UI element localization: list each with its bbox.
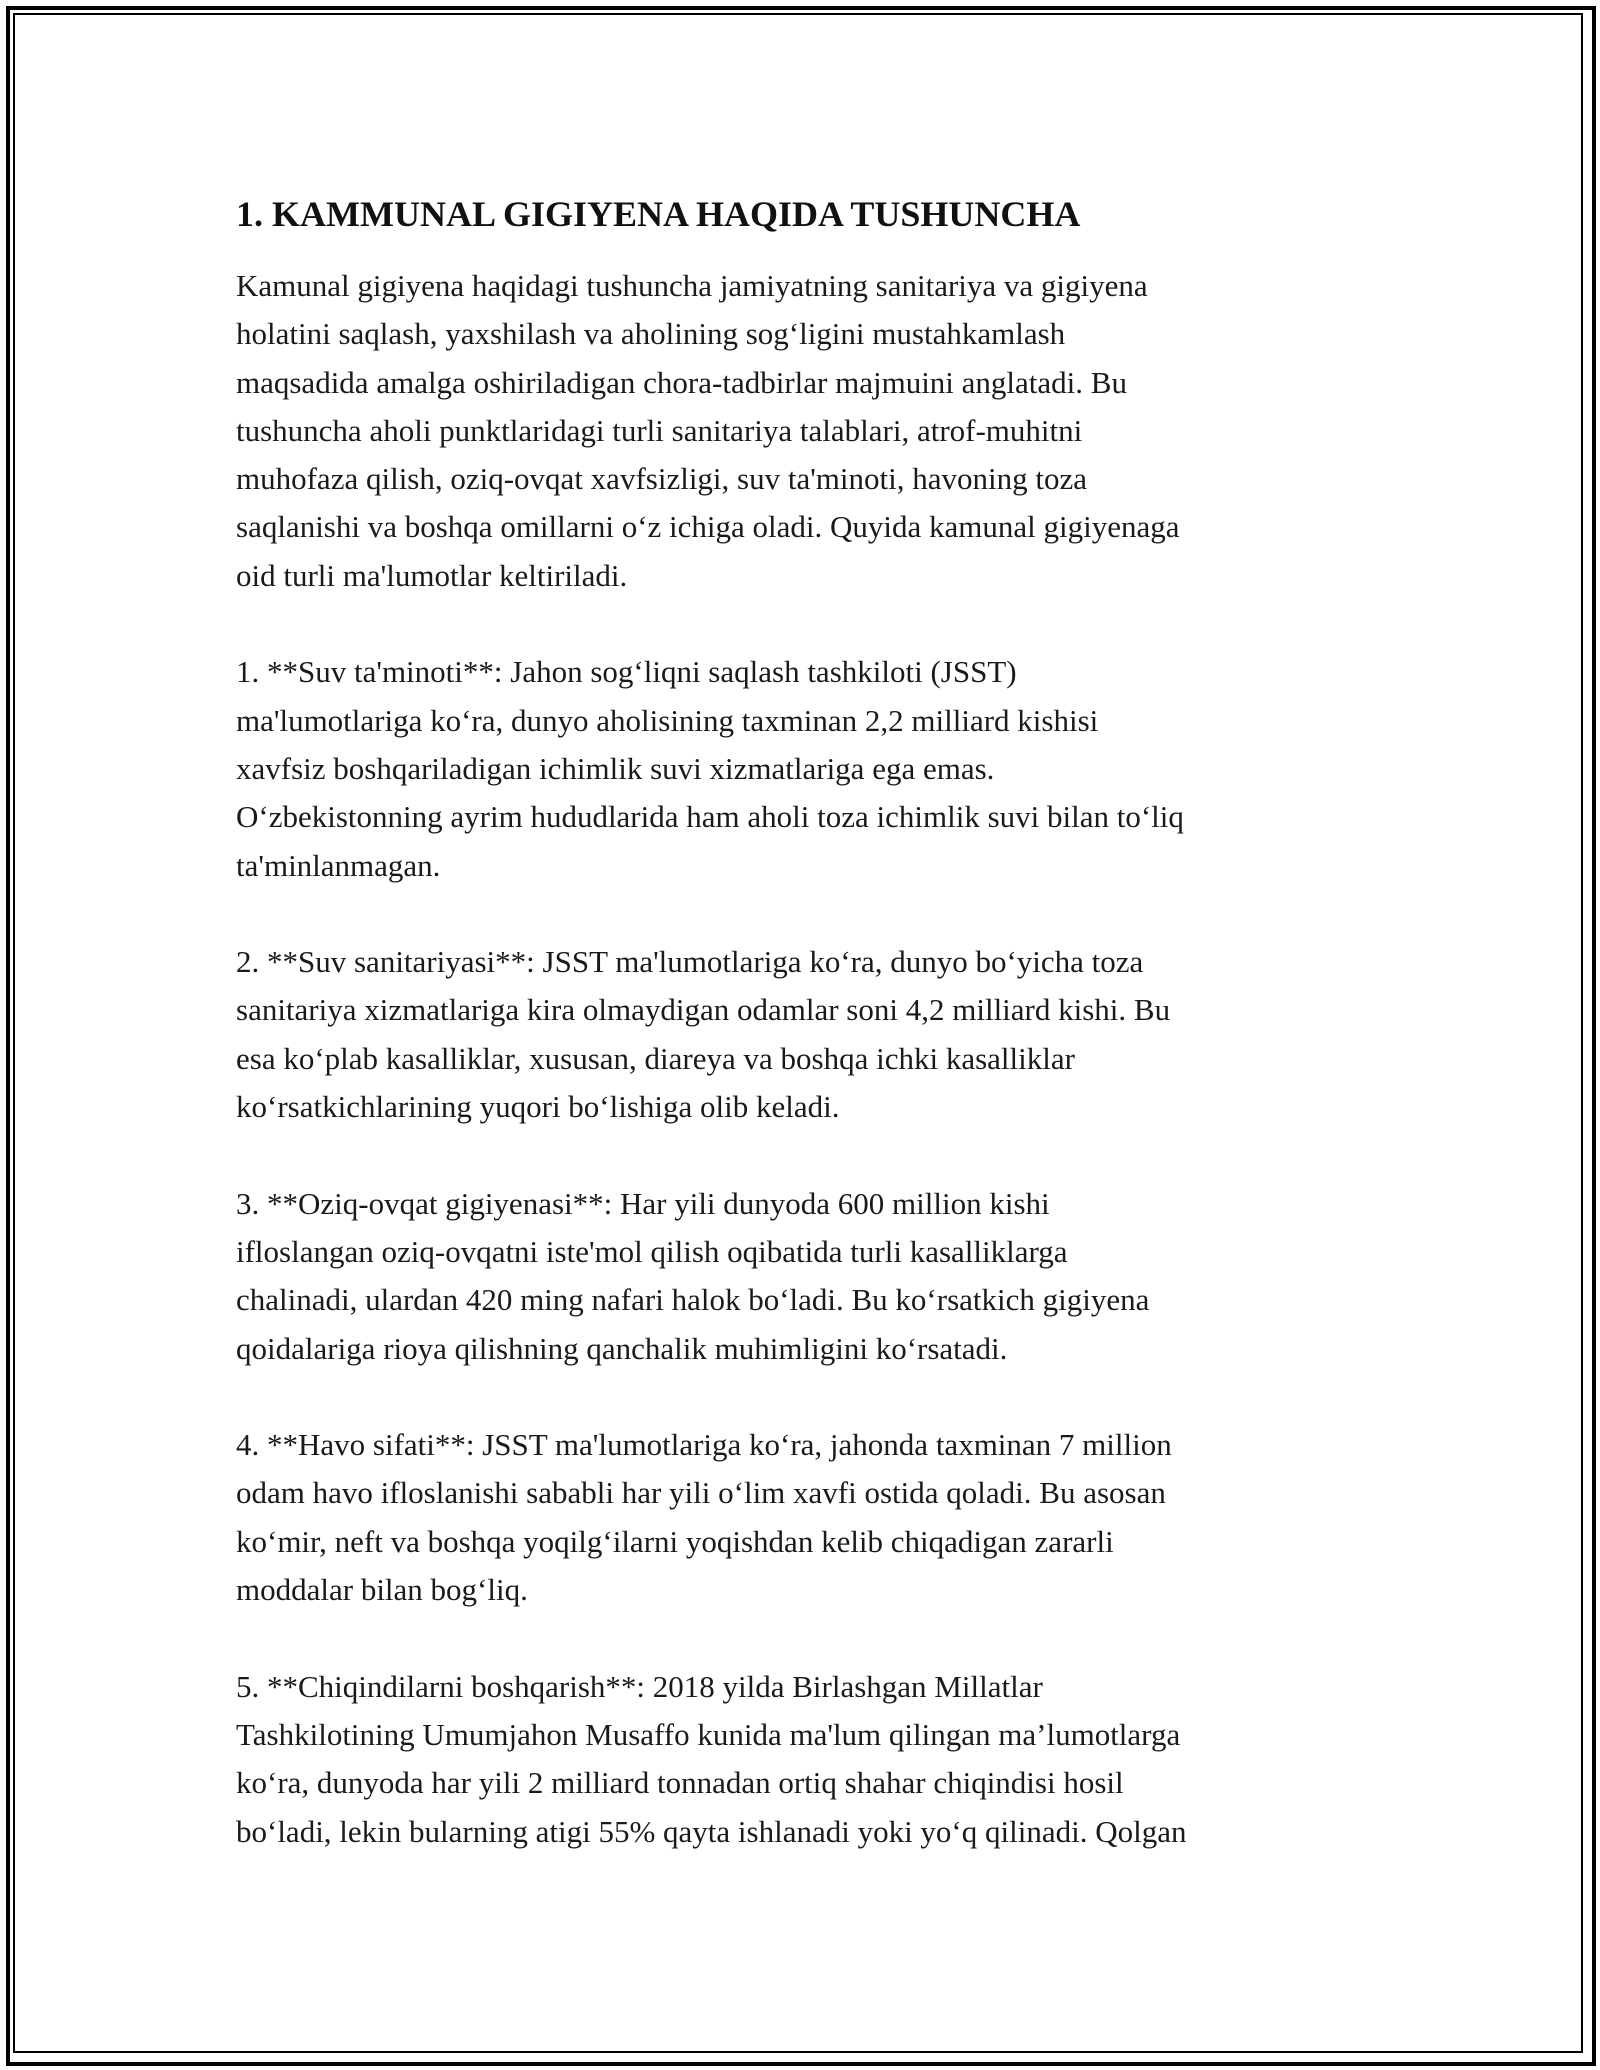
document-body	[236, 186, 1386, 1856]
text-line: ifloslangan oziq-ovqatni iste'mol qilish oqibatida turli kasalliklarga	[236, 1233, 1068, 1269]
intro-paragraph	[236, 262, 1386, 600]
text-line: 1. **Suv ta'minoti**: Jahon sog‘liqni saqlash tashkiloti (JSST)	[236, 654, 1017, 690]
text-line: qoidalariga rioya qilishning qanchalik muhimligini ko‘rsatadi.	[236, 1330, 1008, 1366]
item-water-sanitation	[236, 938, 1386, 1131]
text-line: ko‘mir, neft va boshqa yoqilg‘ilarni yoqishdan kelib chiqadigan zararli	[236, 1523, 1114, 1559]
text-line: oid turli ma'lumotlar keltiriladi.	[236, 557, 628, 593]
text-line: sanitariya xizmatlariga kira olmaydigan odamlar soni 4,2 milliard kishi. Bu	[236, 992, 1171, 1028]
text-line: ko‘rsatkichlarining yuqori bo‘lishiga olib keladi.	[236, 1089, 840, 1125]
text-line: Tashkilotining Umumjahon Musaffo kunida ma'lum qilingan ma’lumotlarga	[236, 1716, 1181, 1752]
text-line: 5. **Chiqindilarni boshqarish**: 2018 yilda Birlashgan Millatlar	[236, 1668, 1043, 1704]
text-line: ta'minlanmagan.	[236, 847, 441, 883]
item-water-supply	[236, 648, 1386, 889]
text-line: moddalar bilan bog‘liq.	[236, 1572, 528, 1608]
text-line: muhofaza qilish, oziq-ovqat xavfsizligi, suv ta'minoti, havoning toza	[236, 461, 1088, 497]
text-line: tushuncha aholi punktlaridagi turli sanitariya talablari, atrof-muhitni	[236, 412, 1083, 448]
text-line: O‘zbekistonning ayrim hududlarida ham aholi toza ichimlik suvi bilan to‘liq	[236, 799, 1184, 835]
text-line: chalinadi, ulardan 420 ming nafari halok bo‘ladi. Bu ko‘rsatkich gigiyena	[236, 1282, 1150, 1318]
text-line: bo‘ladi, lekin bularning atigi 55% qayta ishlanadi yoki yo‘q qilinadi. Qolgan	[236, 1813, 1187, 1849]
item-waste-management	[236, 1663, 1386, 1856]
text-line: maqsadida amalga oshiriladigan chora-tadbirlar majmuini anglatadi. Bu	[236, 364, 1127, 400]
text-line: xavfsiz boshqariladigan ichimlik suvi xizmatlariga ega emas.	[236, 750, 995, 786]
text-line: 2. **Suv sanitariyasi**: JSST ma'lumotlariga ko‘ra, dunyo bo‘yicha toza	[236, 944, 1144, 980]
text-line: 3. **Oziq-ovqat gigiyenasi**: Har yili dunyoda 600 million kishi	[236, 1185, 1050, 1221]
text-line: ma'lumotlariga ko‘ra, dunyo aholisining taxminan 2,2 milliard kishisi	[236, 702, 1099, 738]
page-title: 1. KAMMUNAL GIGIYENA HAQIDA TUSHUNCHA	[236, 194, 1081, 234]
text-line: Kamunal gigiyena haqidagi tushuncha jamiyatning sanitariya va gigiyena	[236, 268, 1148, 303]
text-line: ko‘ra, dunyoda har yili 2 milliard tonnadan ortiq shahar chiqindisi hosil	[236, 1765, 1124, 1801]
text-line: holatini saqlash, yaxshilash va aholining sog‘ligini mustahkamlash	[236, 316, 1066, 352]
text-line: saqlanishi va boshqa omillarni o‘z ichiga oladi. Quyida kamunal gigiyenaga	[236, 509, 1180, 545]
item-food-hygiene	[236, 1180, 1386, 1373]
text-line: esa ko‘plab kasalliklar, xususan, diareya va boshqa ichki kasalliklar	[236, 1040, 1075, 1076]
item-air-quality	[236, 1421, 1386, 1614]
text-line: 4. **Havo sifati**: JSST ma'lumotlariga ko‘ra, jahonda taxminan 7 million	[236, 1427, 1172, 1463]
text-line: odam havo ifloslanishi sababli har yili o‘lim xavfi ostida qoladi. Bu asosan	[236, 1475, 1166, 1511]
